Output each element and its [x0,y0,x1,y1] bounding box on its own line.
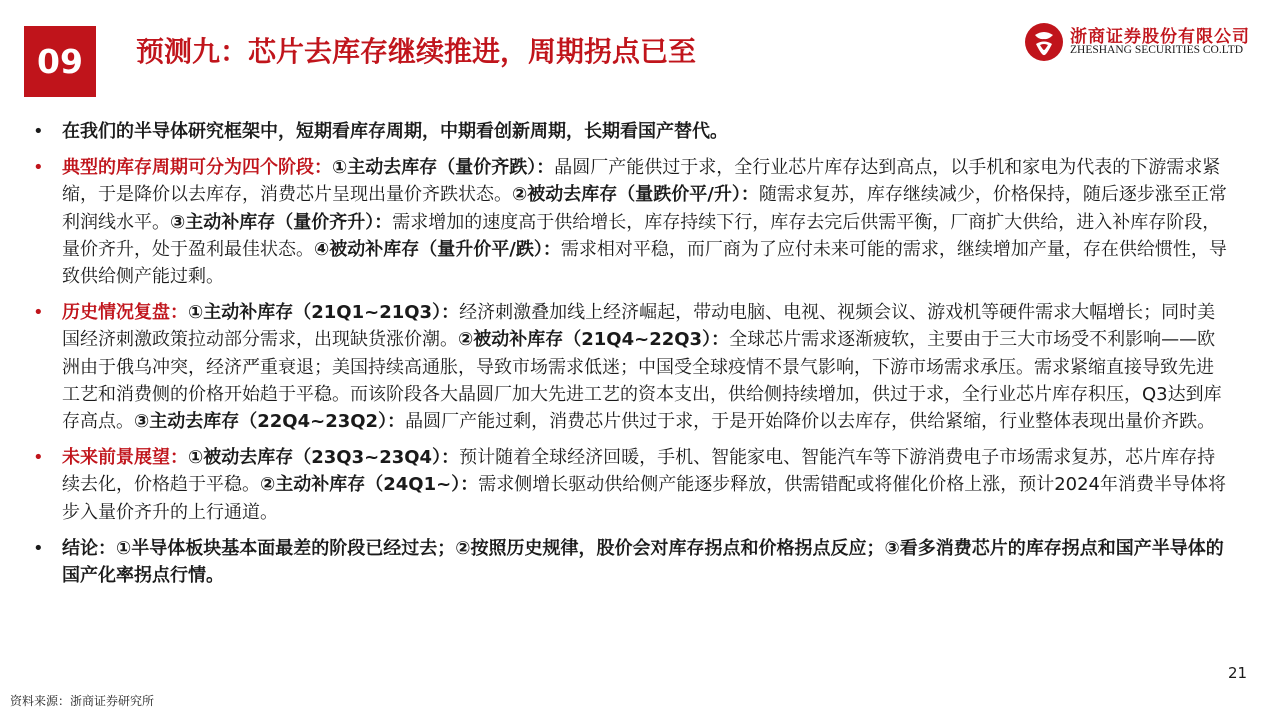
bullet-dot: • [33,302,44,324]
page-number: 21 [1228,664,1248,682]
bullet-dot: • [33,447,44,469]
history-2-label: ②被动补库存（21Q4~22Q3）： [458,329,730,351]
bullet-conclusion [30,535,1230,589]
stage-1-text: 晶圆厂产能供过于求，全行业芯片库存达到高点，以手机和家电为代表的下游需求紧缩，于是降价以去库存，消费芯片呈现出量价齐跌状态。 [62,157,1221,206]
history-lead: 历史情况复盘： [62,302,188,324]
bullet-inventory-stages [30,154,1230,290]
bullet-outlook [30,444,1230,526]
stages-lead: 典型的库存周期可分为四个阶段： [62,157,332,179]
history-1-label: ①主动补库存（21Q1~21Q3）： [188,302,460,324]
history-3-label: ③主动去库存（22Q4~23Q2）： [134,411,406,433]
section-number-badge [24,26,96,97]
company-logo [1024,20,1256,64]
page-title: 预测九：芯片去库存继续推进，周期拐点已至 [136,35,697,68]
logo-company-name-en: ZHESHANG SECURITIES CO.LTD [1070,44,1244,56]
bullet-dot: • [33,537,44,559]
outlook-1-label: ①被动去库存（23Q3~23Q4）： [188,447,460,469]
source-note: 资料来源：浙商证券研究所 [10,694,155,708]
zheshang-logo-icon [1024,22,1064,62]
bullet-history-review [30,299,1230,435]
history-2-text: 全球芯片需求逐渐疲软，主要由于三大市场受不利影响——欧洲由于俄乌冲突，经济严重衰退；美国持续高通胀，导致市场需求低迷；中国受全球疫情不景气影响，下游市场需求承压。需求紧缩直接导致先进工艺和消费侧的价格开始趋于平稳。而该阶段各大晶圆厂加大先进工艺的资本支出，供给侧持续增加，供过于求，全行业芯片库存积压，Q3达到库存高点。 [62,329,1222,433]
conclusion-text: 结论：①半导体板块基本面最差的阶段已经过去；②按照历史规律，股价会对库存拐点和价格拐点反应；③看多消费芯片的库存拐点和国产半导体的国产化率拐点行情。 [62,537,1224,587]
stage-4-text: 需求相对平稳，而厂商为了应付未来可能的需求，继续增加产量，存在供给惯性，导致供给侧产能过剩。 [62,238,1227,288]
outlook-2-label: ②主动补库存（24Q1~）： [260,474,479,496]
bullet-framework-text: 在我们的半导体研究框架中，短期看库存周期，中期看创新周期，长期看国产替代。 [62,121,728,142]
stage-3-label: ③主动补库存（量价齐升）： [170,211,393,233]
stage-2-label: ②被动去库存（量跌价平/升）： [512,184,759,206]
content-body [30,118,1230,598]
bullet-framework [30,118,1230,145]
outlook-1-text: 预计随着全球经济回暖，手机、智能家电、智能汽车等下游消费电子市场需求复苏，芯片库存持续去化，价格趋于平稳。 [62,447,1216,496]
stage-1-label: ①主动去库存（量价齐跌）： [332,157,555,179]
section-number: 09 [37,42,83,81]
outlook-2-text: 需求侧增长驱动供给侧产能逐步释放，供需错配或将催化价格上涨，预计2024年消费半导体将步入量价齐升的上行通道。 [62,474,1227,523]
history-1-text: 经济刺激叠加线上经济崛起，带动电脑、电视、视频会议、游戏机等硬件需求大幅增长；同时美国经济刺激政策拉动部分需求，出现缺货涨价潮。 [62,302,1216,351]
bullet-dot: • [33,157,44,179]
stage-3-text: 需求增加的速度高于供给增长，库存持续下行，库存去完后供需平衡，厂商扩大供给，进入补库存阶段，量价齐升，处于盈利最佳状态。 [62,211,1221,260]
stage-2-text: 随需求复苏，库存继续减少，价格保持，随后逐步涨至正常利润线水平。 [62,184,1227,233]
logo-company-name-cn: 浙商证券股份有限公司 [1070,27,1250,47]
history-3-text: 晶圆厂产能过剩，消费芯片供过于求，于是开始降价以去库存，供给紧缩，行业整体表现出量价齐跌。 [405,411,1216,433]
stage-4-label: ④被动补库存（量升价平/跌）： [314,238,561,260]
outlook-lead: 未来前景展望： [62,447,188,469]
bullet-dot: • [33,121,44,142]
